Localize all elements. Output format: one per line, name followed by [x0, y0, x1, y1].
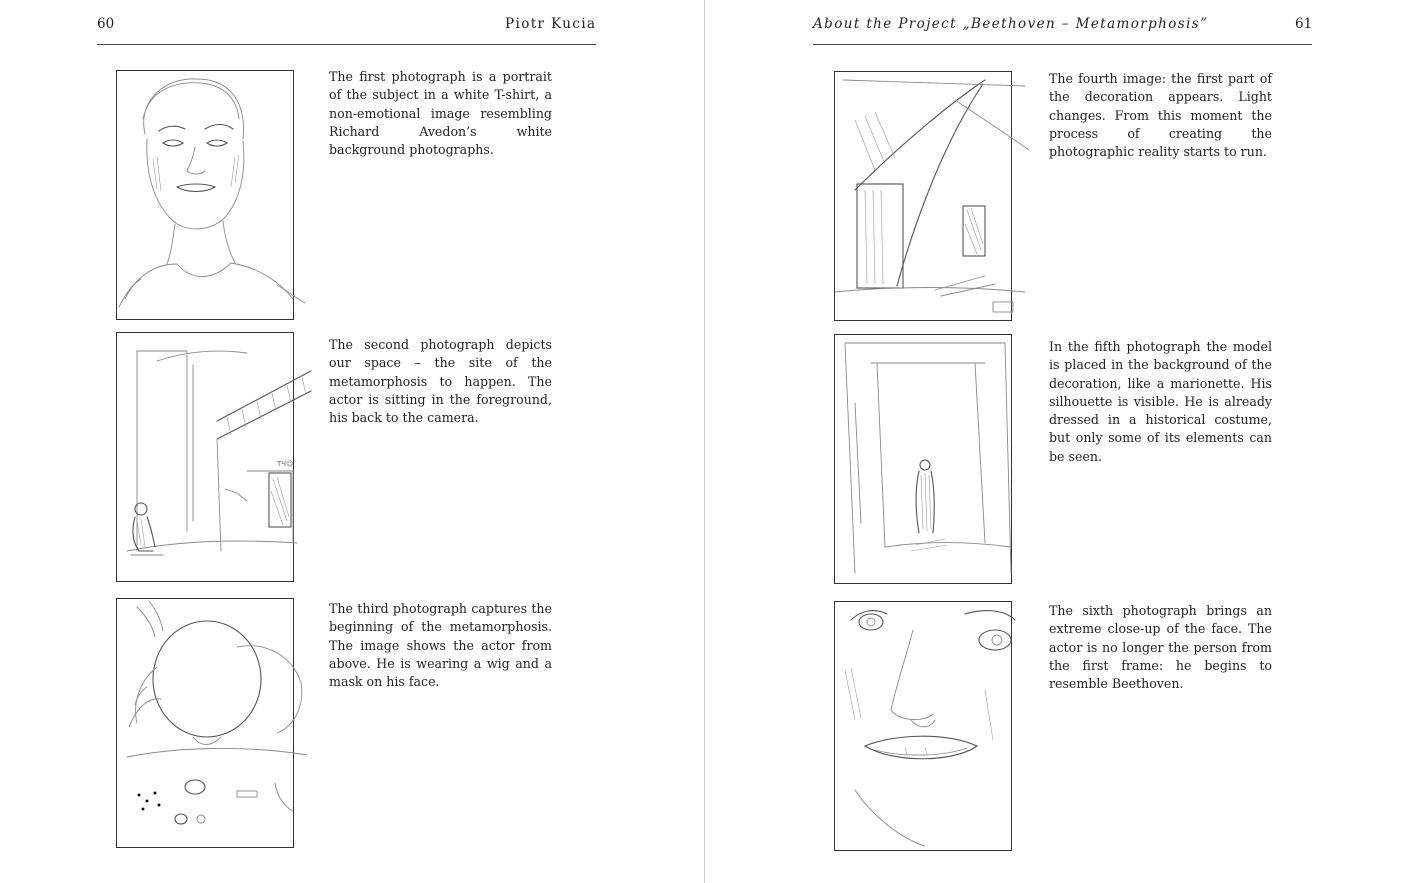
sketch-portrait: [116, 70, 294, 320]
portrait-drawing: [97, 59, 315, 331]
header-rule-left: [97, 44, 596, 45]
sketch-sign-text: ТЧ☺: [277, 460, 294, 468]
right-page: [705, 0, 1415, 883]
caption-photo-2: The second photograph depicts our space – the site of the metamorphosis to happen. The actor is sitting in the foreground, his back to the camera.: [329, 337, 552, 426]
sketch-space: [116, 332, 294, 582]
marionette-drawing: [815, 323, 1033, 595]
sketch-above: [116, 598, 294, 848]
running-head-right: About the Project „Beethoven – Metamorphosis”: [813, 16, 1209, 32]
page-number-left: 60: [97, 16, 115, 32]
caption-photo-6: The sixth photograph brings an extreme close-up of the face. The actor is no longer the person from the first frame: he begins to resemble Beethoven.: [1049, 603, 1272, 692]
decoration-drawing: [815, 60, 1033, 332]
left-page: [0, 0, 704, 883]
sketch-marionette: [834, 334, 1012, 584]
space-drawing: [97, 321, 315, 593]
closeup-drawing: [815, 590, 1033, 862]
caption-photo-3: The third photograph captures the beginning of the metamorphosis. The image shows the actor from above. He is wearing a wig and a mask on his face.: [329, 601, 552, 690]
caption-photo-1: The first photograph is a portrait of the subject in a white T-shirt, a non-emotional image resembling Richard Avedon’s white background photographs.: [329, 69, 552, 158]
sketch-decoration: [834, 71, 1012, 321]
sketch-closeup: [834, 601, 1012, 851]
header-rule-right: [813, 44, 1312, 45]
running-head-left: Piotr Kucia: [505, 16, 597, 32]
above-drawing: [97, 587, 315, 859]
page-number-right: 61: [1295, 16, 1313, 32]
caption-photo-4: The fourth image: the first part of the decoration appears. Light changes. From this moment the process of creating the photographic reality starts to run.: [1049, 71, 1272, 160]
caption-photo-5: In the fifth photograph the model is placed in the background of the decoration, like a marionette. His silhouette is visible. He is already dressed in a historical costume, but only some of its elements can be seen.: [1049, 339, 1272, 464]
